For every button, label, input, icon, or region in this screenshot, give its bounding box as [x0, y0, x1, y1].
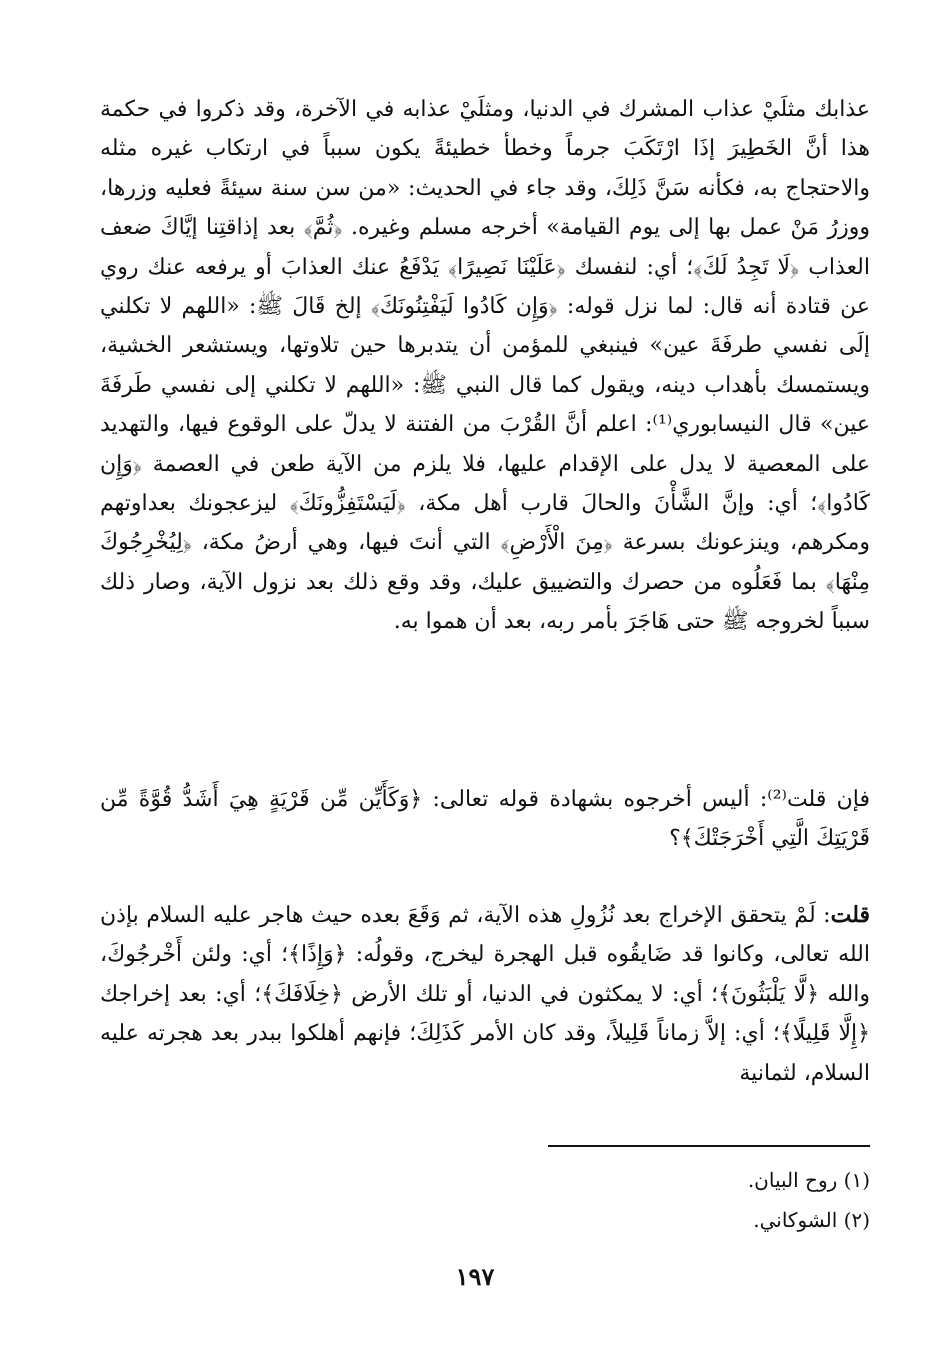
question-paragraph: فإن قلت⁽²⁾: أليس أخرجوه بشهادة قوله تعالى: ﴿وَكَأَيِّن مِّن قَرْيَةٍ هِيَ أَشَدُّ قُوَّةً مِّن قَرْيَتِكَ الَّتِي أَخْرَجَتْكَ﴾؟: [100, 787, 870, 852]
footnote-1: (١) روح البيان.: [747, 1168, 870, 1192]
footnotes: [500, 1160, 870, 1240]
answer-lead-word: قلت: [830, 902, 870, 928]
page-number: ١٩٧: [455, 1262, 495, 1291]
main-paragraph-commentary: عذابك مثلَيْ عذاب المشرك في الدنيا، ومثلَيْ عذابه في الآخرة، وقد ذكروا في حكمة هذا أنَّ الخَطِيرَ إذَا ارْتَكَبَ جرماً وخطأ خطيئةً يكون سبباً في ارتكاب غيره مثله والاحتجاج به، فكأنه سَنَّ ذَلِكَ، وقد جاء في الحديث: «من سن سنة سيئةً فعليه وزرها، ووزرُ مَنْ عمل بها إلى يوم القيامة» أخرجه مسلم وغيره. ﴿ثُمَّ﴾ بعد إذاقتِنا إيَّاكَ ضعف العذاب ﴿لَا تَجِدُ لَكَ﴾؛ أي: لنفسك ﴿عَلَيْنَا نَصِيرًا﴾ يَدْفَعُ عنك العذابَ أو يرفعه عنك روي عن قتادة أنه قال: لما نزل قوله: ﴿وَإِن كَادُوا لَيَفْتِنُونَكَ﴾ إلخ قَالَ ﷺ: «اللهم لا تكلني إلَى نفسي طرفَةَ عين» فينبغي للمؤمن أن يتدبرها حين تلاوتها، ويستشعر الخشية، ويستمسك بأهداب دينه، ويقول كما قال النبي ﷺ: «اللهم لا تكلني إلى نفسي طَرفَةَ عين» قال النيسابوري⁽¹⁾: اعلم أنَّ القُرْبَ من الفتنة لا يدلّ على الوقوع فيها، والتهديد على المعصية لا يدل على الإقدام عليها، فلا يلزم من الآية طعن في العصمة ﴿وَإِن كَادُوا﴾؛ أي: وإنَّ الشَّأْنَ والحالَ قارب أهل مكة، ﴿لَيَسْتَفِزُّونَكَ﴾ ليزعجونك بعداوتهم ومكرهم، وينزعونك بسرعة ﴿مِنَ الْأَرْضِ﴾ التي أنتَ فيها، وهي أرضُ مكة، ﴿لِيُخْرِجُوكَ مِنْهَا﴾ بما فَعَلُوه من حصرك والتضييق عليك، وقد وقع ذلك بعد نزول الآية، وصار ذلك سبباً لخروجه ﷺ حتى هَاجَرَ بأمر ربه، بعد أن هموا به.: [100, 97, 870, 635]
footnote-divider: [548, 1145, 870, 1147]
answer-text: : لَمْ يتحقق الإخراج بعد نُزُولِ هذه الآية، ثم وَقَعَ بعده حيث هاجر عليه السلام بإذن الله تعالى، وكانوا قد ضَايقُوه قبل الهجرة ليخرج، وقولُه: ﴿وَإِذًا﴾؛ أي: ولئن أَخْرجُوكَ، والله ﴿لَّا يَلْبَثُونَ﴾؛ أي: لا يمكثون في الدنيا، أو تلك الأرض ﴿خِلَافَكَ﴾؛ أي: بعد إخراجك ﴿إِلَّا قَلِيلًا﴾؛ أي: إلاَّ زماناً قَلِيلاً، وقد كان الأمر كَذَلِكَ؛ فإنهم أهلكوا ببدر بعد هجرته عليه السلام، لثمانية: [100, 903, 870, 1086]
footnote-2: (٢) الشوكاني.: [753, 1208, 870, 1232]
answer-paragraph: [100, 896, 870, 1093]
